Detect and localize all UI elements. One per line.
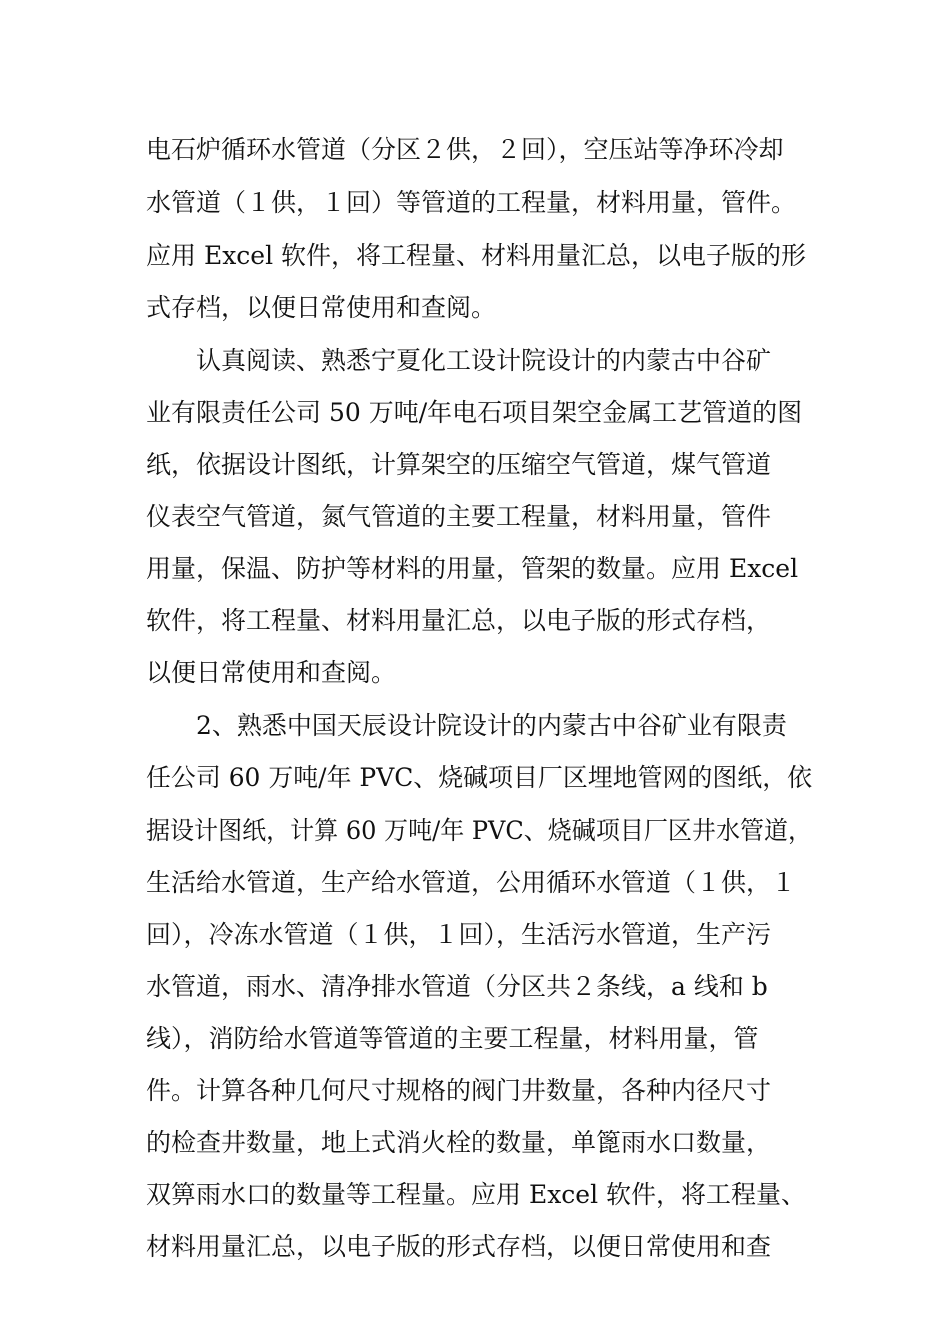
text-line: 水管道（１供，１回）等管道的工程量，材料用量，管件。 — [146, 188, 797, 217]
text-line: 双箅雨水口的数量等工程量。应用 Excel 软件，将工程量、 — [146, 1180, 807, 1209]
text-line: 的检查井数量，地上式消火栓的数量，单篦雨水口数量， — [146, 1128, 772, 1157]
text-line: 件。计算各种几何尺寸规格的阀门井数量，各种内径尺寸 — [146, 1076, 772, 1105]
text-line: 电石炉循环水管道（分区２供，２回），空压站等净环冷却 — [146, 135, 784, 164]
text-line: 认真阅读、熟悉宁夏化工设计院设计的内蒙古中谷矿 — [196, 346, 772, 375]
text-line: 回），冷冻水管道（１供，１回），生活污水管道，生产污 — [146, 920, 772, 949]
text-line: 软件，将工程量、材料用量汇总，以电子版的形式存档， — [146, 606, 772, 635]
text-line: 水管道，雨水、清净排水管道（分区共２条线，a 线和 b — [146, 972, 768, 1001]
text-line: 用量，保温、防护等材料的用量，管架的数量。应用 Excel — [146, 554, 799, 583]
text-line: 纸，依据设计图纸，计算架空的压缩空气管道，煤气管道 — [146, 450, 772, 479]
text-line: 任公司 60 万吨/年 PVC、烧碱项目厂区埋地管网的图纸，依 — [146, 763, 813, 792]
text-line: 材料用量汇总，以电子版的形式存档，以便日常使用和查 — [146, 1232, 772, 1261]
text-line: 据设计图纸，计算 60 万吨/年 PVC、烧碱项目厂区井水管道， — [146, 816, 813, 845]
text-line: 仪表空气管道，氮气管道的主要工程量，材料用量，管件 — [146, 502, 772, 531]
text-line: 2、熟悉中国天辰设计院设计的内蒙古中谷矿业有限责 — [196, 711, 787, 740]
text-line: 式存档，以便日常使用和查阅。 — [146, 293, 497, 322]
text-line: 应用 Excel 软件，将工程量、材料用量汇总，以电子版的形 — [146, 241, 807, 270]
text-line: 生活给水管道，生产给水管道，公用循环水管道（１供，１ — [146, 868, 797, 897]
text-line: 业有限责任公司 50 万吨/年电石项目架空金属工艺管道的图 — [146, 398, 803, 427]
text-line: 线），消防给水管道等管道的主要工程量，材料用量，管 — [146, 1024, 759, 1053]
text-line: 以便日常使用和查阅。 — [146, 658, 397, 687]
